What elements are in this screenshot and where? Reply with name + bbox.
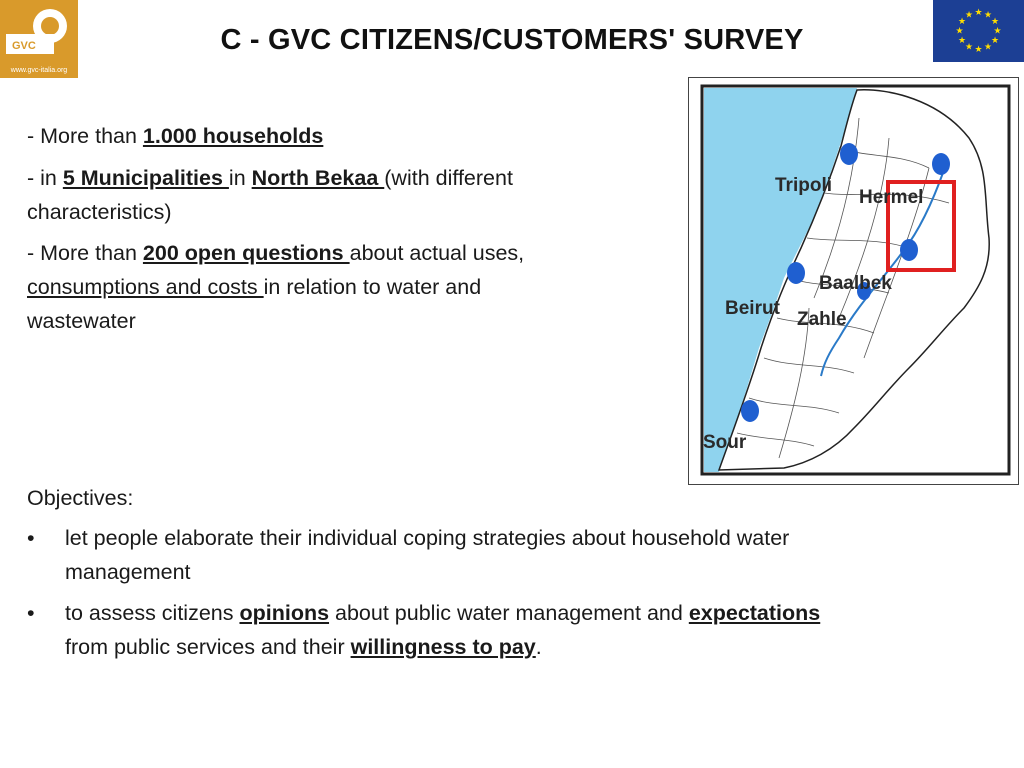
intro-text: (with different bbox=[384, 166, 513, 190]
objective-fragment: from public services and their bbox=[65, 635, 351, 659]
label-beirut: Beirut bbox=[725, 298, 780, 319]
objective-line bbox=[65, 596, 975, 630]
bullet-icon: • bbox=[27, 601, 35, 625]
municipalities-emphasis: 5 Municipalities bbox=[62, 166, 229, 190]
objective-item bbox=[27, 596, 977, 666]
svg-text:★: ★ bbox=[964, 10, 974, 21]
bullet-icon: • bbox=[27, 526, 35, 550]
expectations-emphasis: expectations bbox=[688, 601, 821, 625]
page-title: C - GVC CITIZENS/CUSTOMERS' SURVEY bbox=[220, 24, 804, 56]
objective-line bbox=[65, 630, 975, 664]
objective-text bbox=[65, 521, 975, 589]
willingness-emphasis: willingness to pay bbox=[350, 635, 536, 659]
logo-text: GVC bbox=[12, 40, 36, 52]
svg-text:★: ★ bbox=[974, 45, 983, 55]
svg-text:★: ★ bbox=[983, 42, 993, 53]
label-baalbek: Baalbek bbox=[819, 273, 892, 294]
intro-text: - More than bbox=[27, 124, 143, 148]
map-graphic bbox=[689, 78, 1020, 486]
questions-emphasis: 200 open questions bbox=[142, 241, 350, 265]
svg-text:★: ★ bbox=[964, 42, 974, 53]
north-bekaa-emphasis: North Bekaa bbox=[251, 166, 385, 190]
consumptions-emphasis: consumptions and costs bbox=[27, 275, 264, 299]
svg-text:★: ★ bbox=[990, 17, 1000, 27]
svg-text:★: ★ bbox=[993, 26, 1002, 37]
objective-fragment: to assess citizens bbox=[65, 601, 240, 625]
intro-text: - More than bbox=[27, 241, 143, 265]
svg-text:★: ★ bbox=[955, 26, 964, 37]
opinions-emphasis: opinions bbox=[239, 601, 330, 625]
intro-text: about actual uses, bbox=[349, 241, 525, 265]
intro-line-consumptions bbox=[27, 270, 481, 304]
objective-line: management bbox=[65, 560, 191, 584]
objective-fragment: . bbox=[535, 635, 542, 659]
label-zahle: Zahle bbox=[797, 309, 847, 330]
intro-text: in bbox=[228, 166, 252, 190]
label-hermel: Hermel bbox=[859, 187, 924, 208]
svg-text:★: ★ bbox=[957, 36, 967, 46]
intro-text: - in bbox=[27, 166, 63, 190]
svg-text:★: ★ bbox=[974, 8, 983, 18]
households-emphasis: 1.000 households bbox=[142, 124, 324, 148]
intro-line-wastewater: wastewater bbox=[27, 309, 136, 333]
intro-line-characteristics: characteristics) bbox=[27, 200, 172, 224]
objective-line: let people elaborate their individual coping strategies about household water bbox=[65, 526, 790, 550]
svg-text:★: ★ bbox=[983, 10, 993, 21]
objective-text bbox=[65, 596, 975, 664]
svg-text:★: ★ bbox=[957, 17, 967, 27]
lebanon-map bbox=[688, 77, 1019, 485]
label-tripoli: Tripoli bbox=[775, 175, 832, 196]
label-sour: Sour bbox=[703, 432, 747, 453]
objective-item bbox=[27, 521, 977, 591]
logo-url: www.gvc-italia.org bbox=[10, 67, 68, 74]
intro-line-questions bbox=[27, 236, 524, 270]
objective-fragment: about public water management and bbox=[329, 601, 689, 625]
intro-line-municipalities bbox=[27, 161, 513, 195]
svg-text:★: ★ bbox=[990, 36, 1000, 46]
intro-text: in relation to water and bbox=[263, 275, 482, 299]
objectives-heading: Objectives: bbox=[27, 486, 134, 510]
intro-line-households bbox=[27, 119, 323, 153]
